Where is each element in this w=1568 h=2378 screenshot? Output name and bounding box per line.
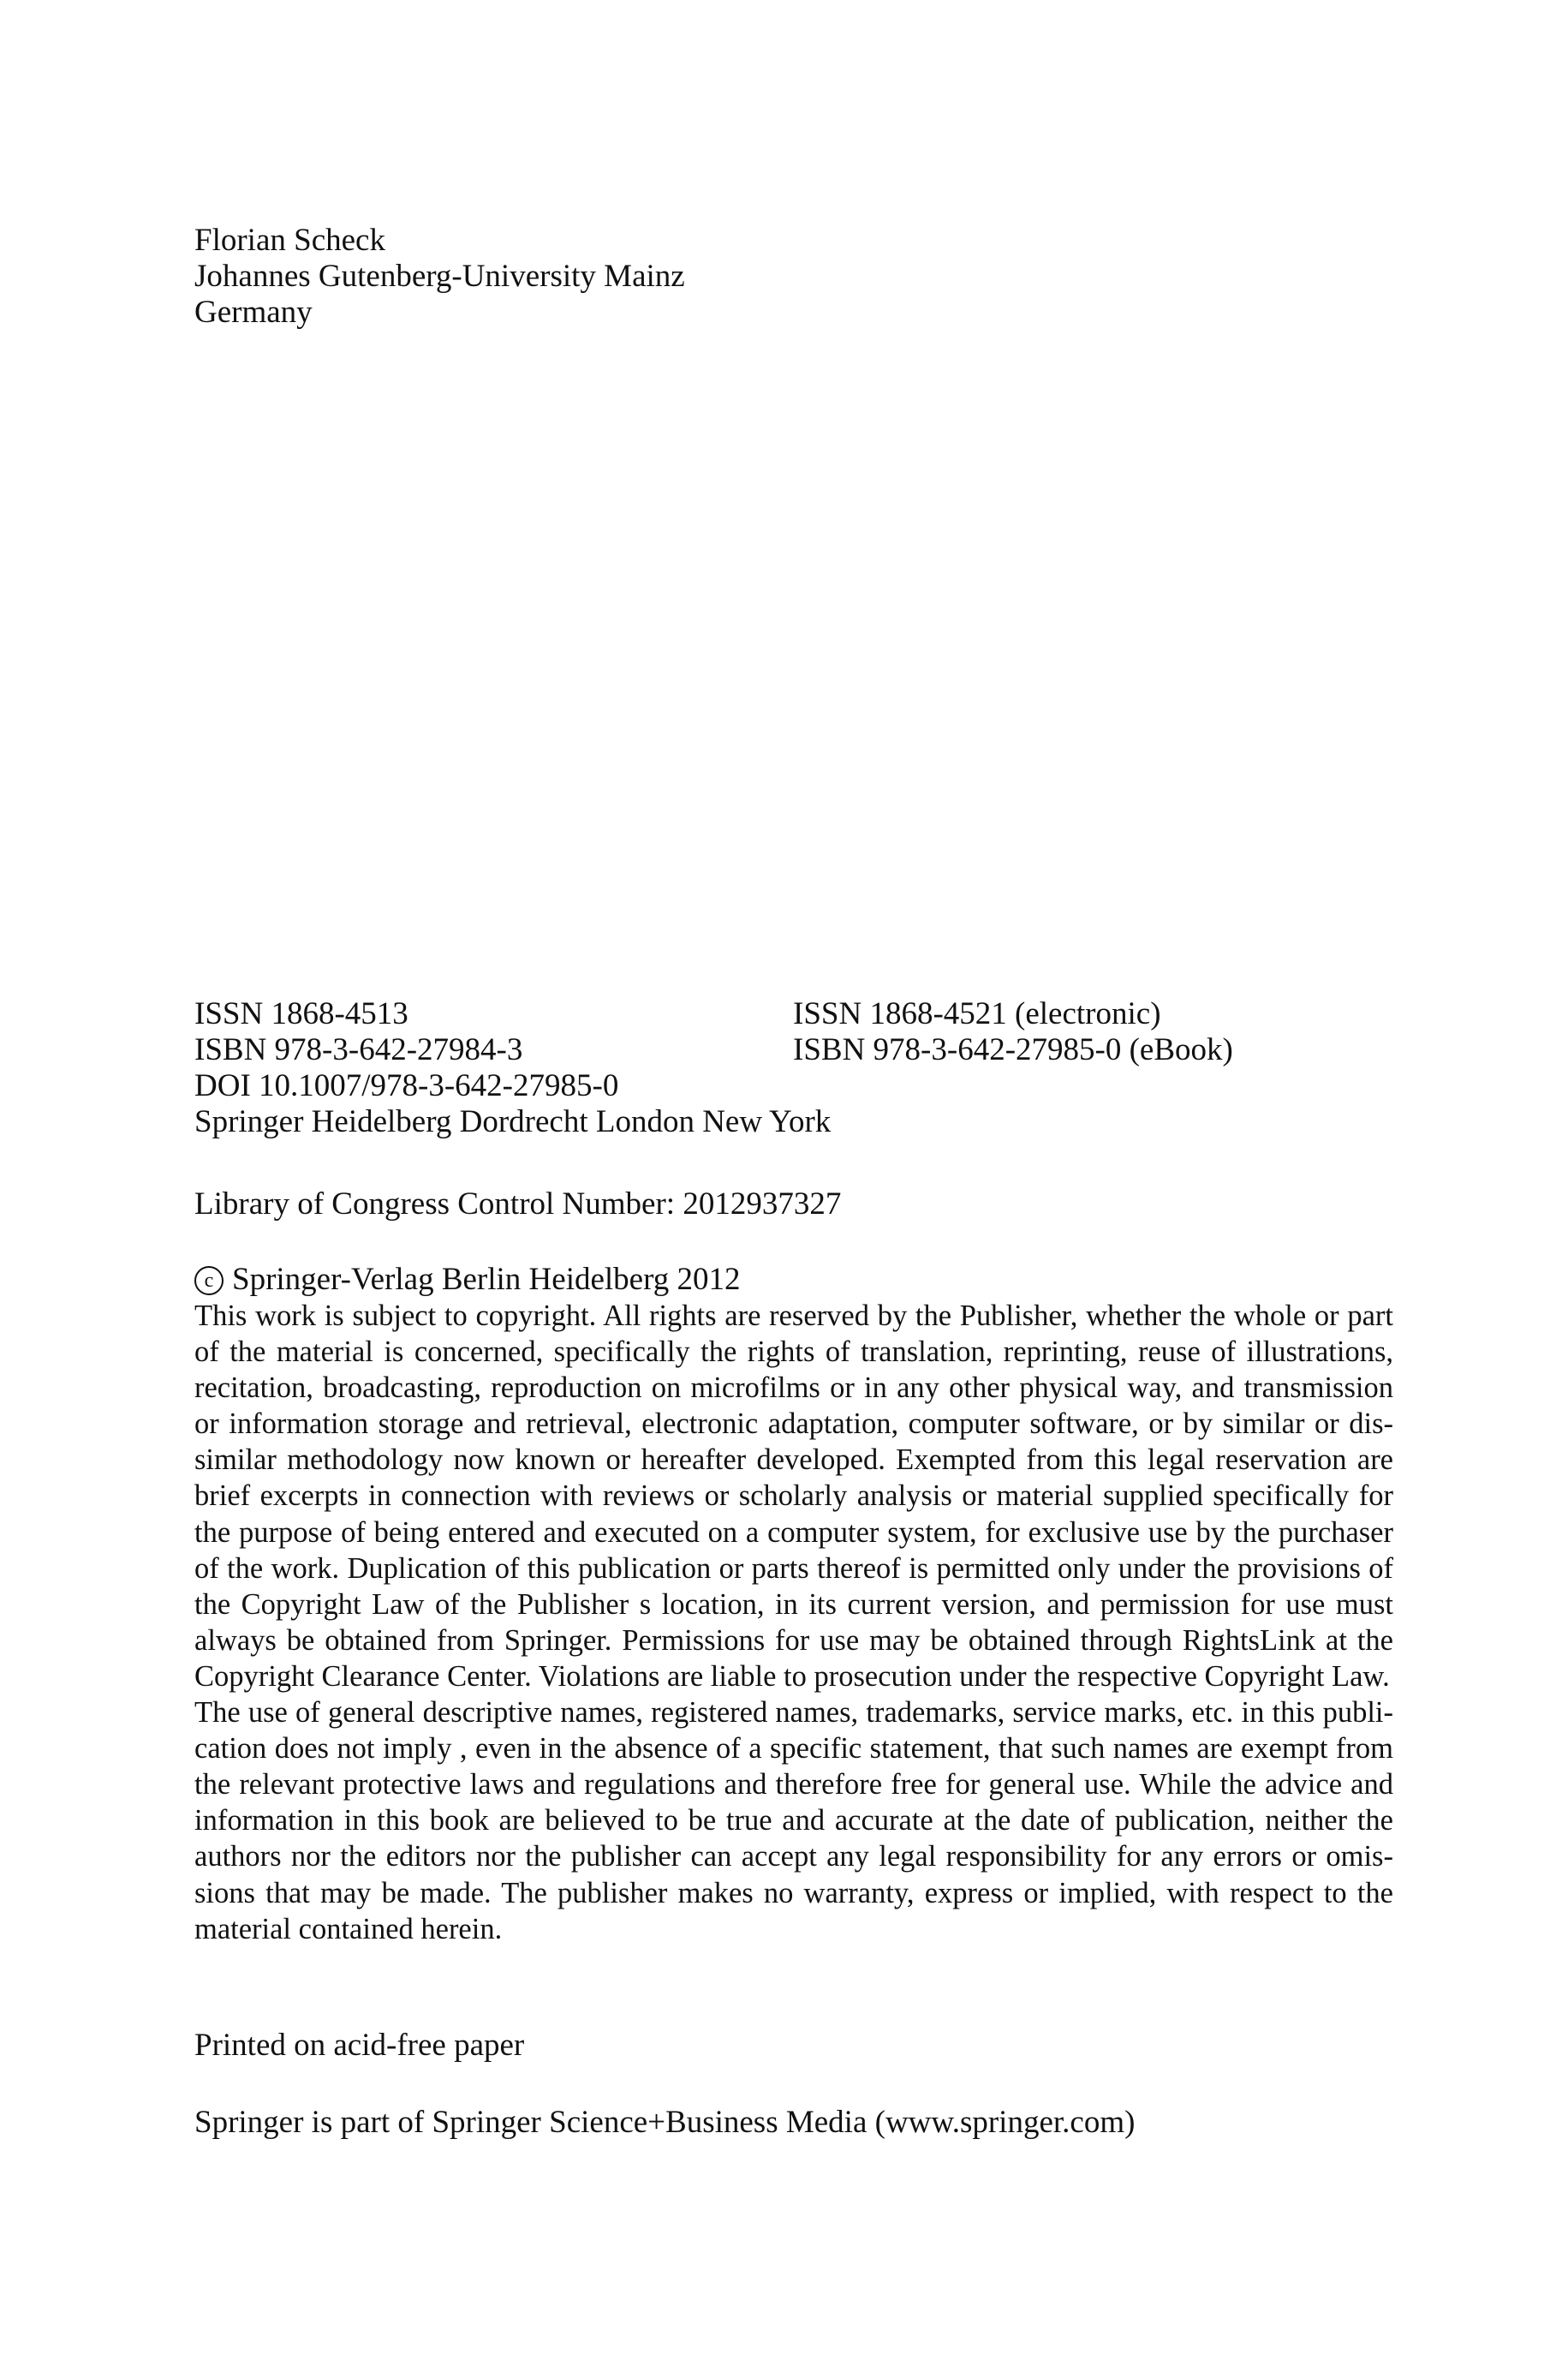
- springer-note: Springer is part of Springer Science+Business Media (www.springer.com): [194, 2105, 1136, 2140]
- copyright-paragraph-rights: This work is subject to copyright. All rights are reserved by the Publisher, whether the whole or part of the material is concerned, specifically the rights of translation, reprinting, reuse of illustrations, recitation, broadcasting, reproduction on microfilms or in any other physical way, and transmission or information storage and retrieval, electronic adaptation, computer software, or by similar or dissimilar methodology now known or hereafter developed. Exempted from this legal reservation are brief excerpts in connection with reviews or scholarly analysis or material supplied specifically for the purpose of being entered and executed on a computer system, for exclusive use by the purchaser of the work. Duplication of this publication or parts thereof is permitted only under the provisions of the Copyright Law of the Publisher s location, in its current version, and permission for use must always be obtained from Springer. Permissions for use may be obtained through RightsLink at the Copyright Clearance Center. Violations are liable to prosecution under the respective Copyright Law.: [194, 1300, 1393, 1693]
- copyright-paragraph-trademarks: The use of general descriptive names, registered names, trademarks, service marks, etc. in this publication does not imply , even in the absence of a specific statement, that such names are exempt from the relevant protective laws and regulations and therefore free for general use. While the advice and information in this book are believed to be true and accurate at the date of publication, neither the authors nor the editors nor the publisher can accept any legal responsibility for any errors or omissions that may be made. The publisher makes no warranty, express or implied, with respect to the material contained herein.: [194, 1696, 1393, 1945]
- doi: DOI 10.1007/978-3-642-27985-0: [194, 1068, 619, 1103]
- doi-row: [194, 1068, 1393, 1104]
- issn-row: [194, 996, 1393, 1032]
- issn-print: ISSN 1868-4513: [194, 996, 408, 1031]
- isbn-ebook: ISBN 978-3-642-27985-0 (eBook): [793, 1032, 1233, 1067]
- issn-electronic: ISSN 1868-4521 (electronic): [793, 996, 1161, 1031]
- author-affiliation: Johannes Gutenberg-University Mainz: [194, 259, 685, 294]
- author-name: Florian Scheck: [194, 223, 385, 258]
- publisher-locations: Springer Heidelberg Dordrecht London New York: [194, 1104, 832, 1139]
- copyright-line: [194, 1262, 1393, 1298]
- isbn-row: [194, 1032, 1393, 1068]
- printed-note: Printed on acid-free paper: [194, 2028, 525, 2063]
- publisher-locations-row: [194, 1104, 1393, 1140]
- author-block: [194, 223, 1393, 331]
- author-country: Germany: [194, 295, 313, 330]
- copyright-notice: [194, 1298, 1393, 1947]
- copyright-holder: Springer-Verlag Berlin Heidelberg 2012: [232, 1262, 741, 1297]
- lccn: Library of Congress Control Number: 2012937327: [194, 1186, 842, 1222]
- identifiers-block: [194, 996, 1393, 1140]
- copyright-symbol-icon: c: [194, 1266, 224, 1295]
- isbn-print: ISBN 978-3-642-27984-3: [194, 1032, 523, 1067]
